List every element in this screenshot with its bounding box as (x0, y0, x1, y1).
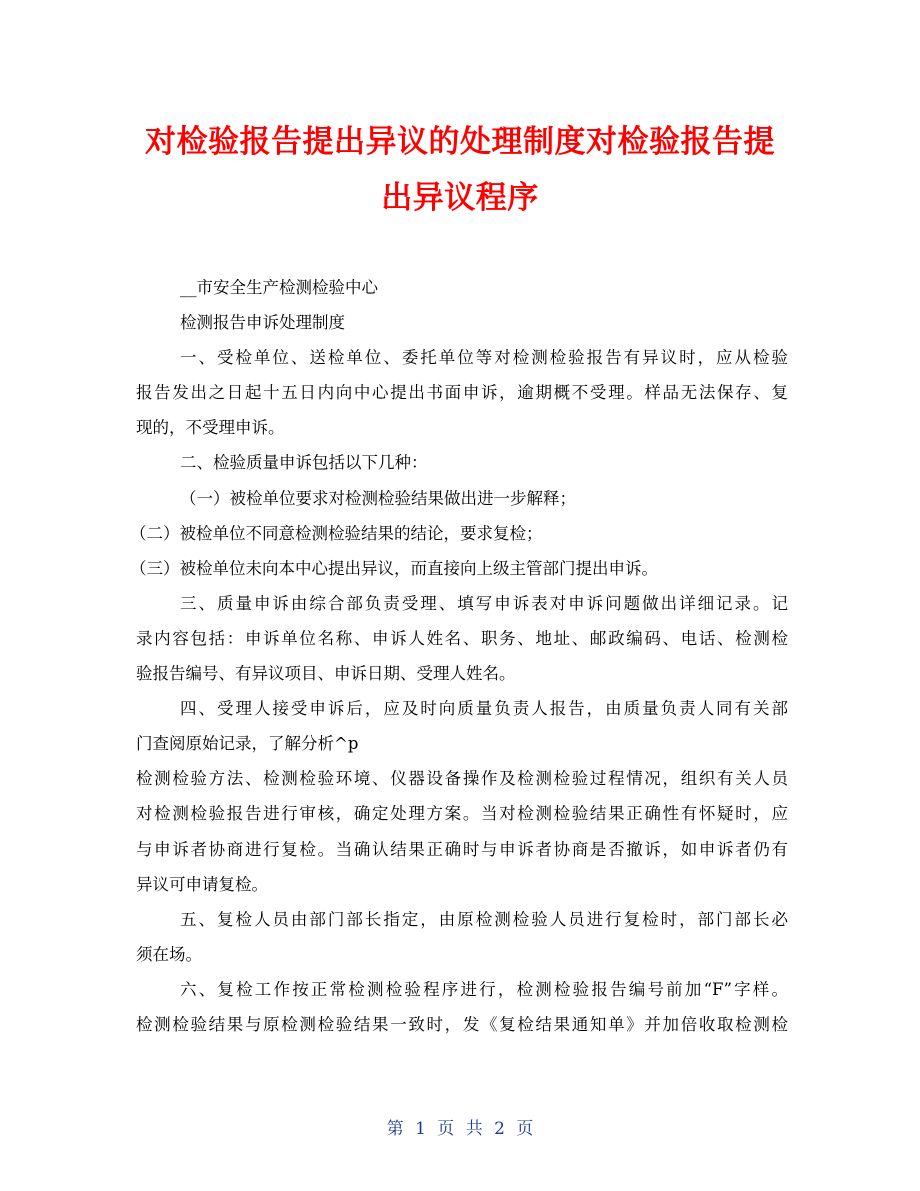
text-line: 对检测检验报告进行审核，确定处理方案。当对检测检验结果正确性有怀疑时，应 (136, 804, 788, 824)
text-line: （二）被检单位不同意检测检验结果的结论，要求复检； (130, 523, 543, 543)
text-line: 检测报告申诉处理制度 (180, 313, 345, 333)
text-line: 三、质量申诉由综合部负责受理、填写申诉表对申诉问题做出详细记录。记 (180, 593, 788, 613)
page-footer: 第 1 页 共 2 页 (386, 1119, 534, 1139)
text-line: 与申诉者协商进行复检。当确认结果正确时与申诉者协商是否撤诉，如申诉者仍有 (136, 839, 788, 859)
text-line: 四、受理人接受申诉后，应及时向质量负责人报告，由质量负责人同有关部 (180, 699, 788, 719)
text-line: 录内容包括：申诉单位名称、申诉人姓名、职务、地址、邮政编码、电话、检测检 (136, 628, 788, 648)
text-line: 一、受检单位、送检单位、委托单位等对检测检验报告有异议时，应从检验 (180, 348, 788, 368)
document-title-line-1: 对检验报告提出异议的处理制度对检验报告提 (145, 124, 775, 160)
text-line: 六、复检工作按正常检测检验程序进行，检测检验报告编号前加“F”字样。 (180, 979, 788, 999)
text-line: （一）被检单位要求对检测检验结果做出进一步解释； (180, 488, 576, 508)
text-line: 五、复检人员由部门部长指定，由原检测检验人员进行复检时，部门部长必 (180, 909, 788, 929)
text-line: 二、检验质量申诉包括以下几种： (180, 453, 428, 473)
text-line: __市安全生产检测检验中心 (180, 278, 378, 297)
text-line: 报告发出之日起十五日内向中心提出书面申诉，逾期概不受理。样品无法保存、复 (136, 383, 788, 403)
text-line: 异议可申请复检。 (136, 874, 268, 894)
text-line: （三）被检单位未向本中心提出异议，而直接向上级主管部门提出申诉。 (130, 558, 658, 578)
document-body (130, 270, 788, 1042)
text-line: 验报告编号、有异议项目、申诉日期、受理人姓名。 (136, 664, 516, 684)
text-line: 门查阅原始记录，了解分析^p (136, 734, 359, 754)
text-line: 检测检验结果与原检测检验结果一致时，发《复检结果通知单》并加倍收取检测检 (136, 1014, 788, 1034)
text-line: 须在场。 (136, 944, 202, 964)
text-line: 检测检验方法、检测检验环境、仪器设备操作及检测检验过程情况，组织有关人员 (136, 769, 788, 789)
document-title-line-2: 出异议程序 (381, 180, 539, 216)
text-line: 现的，不受理申诉。 (136, 418, 285, 438)
